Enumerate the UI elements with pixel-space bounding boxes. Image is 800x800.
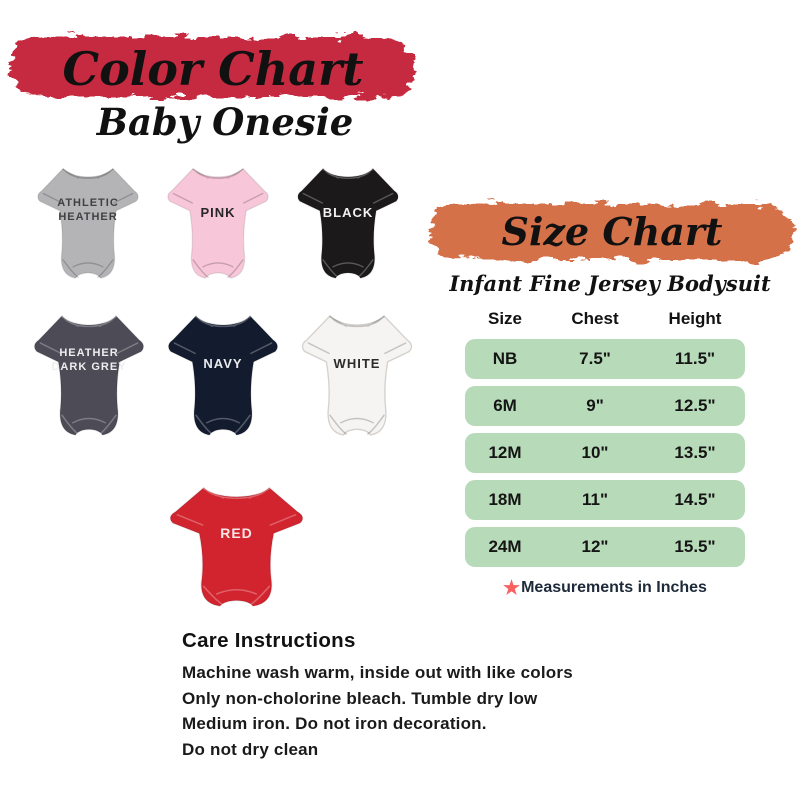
size-table-cell: 18M xyxy=(488,490,522,509)
star-icon: ★ xyxy=(503,578,521,599)
size-table-cell: 6M xyxy=(493,396,517,415)
size-table-row xyxy=(465,433,745,473)
onesie-row-2 xyxy=(26,299,420,449)
size-table-cell: 11.5" xyxy=(674,349,716,368)
onesie-red xyxy=(160,471,313,620)
color-chart-subtitle: Baby Onesie xyxy=(96,100,354,144)
size-table-header xyxy=(465,306,745,332)
onesie-navy xyxy=(160,299,286,449)
onesie-pink xyxy=(160,153,276,291)
size-chart-subtitle: Infant Fine Jersey Bodysuit xyxy=(449,271,771,296)
size-chart-title: Size Chart xyxy=(501,209,723,254)
onesie-graphic xyxy=(160,471,313,620)
onesie-graphic xyxy=(290,153,406,291)
size-table-cell: 13.5" xyxy=(674,443,716,462)
measurements-note xyxy=(465,577,745,600)
size-table-cell: 12.5" xyxy=(674,396,716,415)
care-instruction-line: Machine wash warm, inside out with like colors xyxy=(182,663,573,682)
onesie-graphic xyxy=(294,299,420,449)
care-instruction-line: Only non-cholorine bleach. Tumble dry low xyxy=(182,688,538,708)
care-instructions-title: Care Instructions xyxy=(182,629,356,652)
measurements-note-text: Measurements in Inches xyxy=(521,579,707,596)
onesie-graphic xyxy=(160,299,286,449)
size-table-cell: 10" xyxy=(581,443,609,462)
care-instruction-line: Do not dry clean xyxy=(182,739,319,759)
size-table-row xyxy=(465,527,745,567)
size-table-cell: 24M xyxy=(488,537,522,556)
onesie-row-3 xyxy=(160,471,313,620)
size-table-cell: 7.5" xyxy=(579,349,611,368)
onesie-row-1 xyxy=(30,153,406,291)
onesie-color-label: WHITE xyxy=(333,356,381,371)
size-table-row xyxy=(465,480,745,520)
onesie-color-label: NAVY xyxy=(203,356,243,371)
size-table-cell: 9" xyxy=(586,396,604,415)
size-table-cell: 12" xyxy=(581,537,609,556)
onesie-black xyxy=(290,153,406,291)
size-table-row xyxy=(465,339,745,379)
color-chart-title: Color Chart xyxy=(62,42,364,96)
onesie-color-label: PINK xyxy=(200,205,236,221)
header-height: Height xyxy=(668,309,722,328)
onesie-heather-dark-grey xyxy=(26,299,152,449)
header-size: Size xyxy=(487,309,523,328)
size-table xyxy=(465,306,745,567)
onesie-color-label: BLACK xyxy=(322,205,374,221)
onesie-color-label: HEATHER DARK GREY xyxy=(51,347,127,373)
onesie-graphic xyxy=(160,153,276,291)
size-table-row xyxy=(465,386,745,426)
onesie-color-label: ATHLETIC HEATHER xyxy=(57,197,119,223)
size-table-cell: 12M xyxy=(488,443,522,462)
care-instruction-line: Medium iron. Do not iron decoration. xyxy=(182,714,487,733)
care-instructions xyxy=(182,629,573,762)
onesie-white xyxy=(294,299,420,449)
onesie-color-label: RED xyxy=(220,524,253,541)
size-table-cell: NB xyxy=(492,349,518,368)
size-table-cell: 11" xyxy=(581,490,609,509)
size-table-cell: 15.5" xyxy=(674,537,716,556)
size-table-cell: 14.5" xyxy=(674,490,716,509)
header-chest: Chest xyxy=(571,309,619,328)
onesie-athletic-heather xyxy=(30,153,146,291)
